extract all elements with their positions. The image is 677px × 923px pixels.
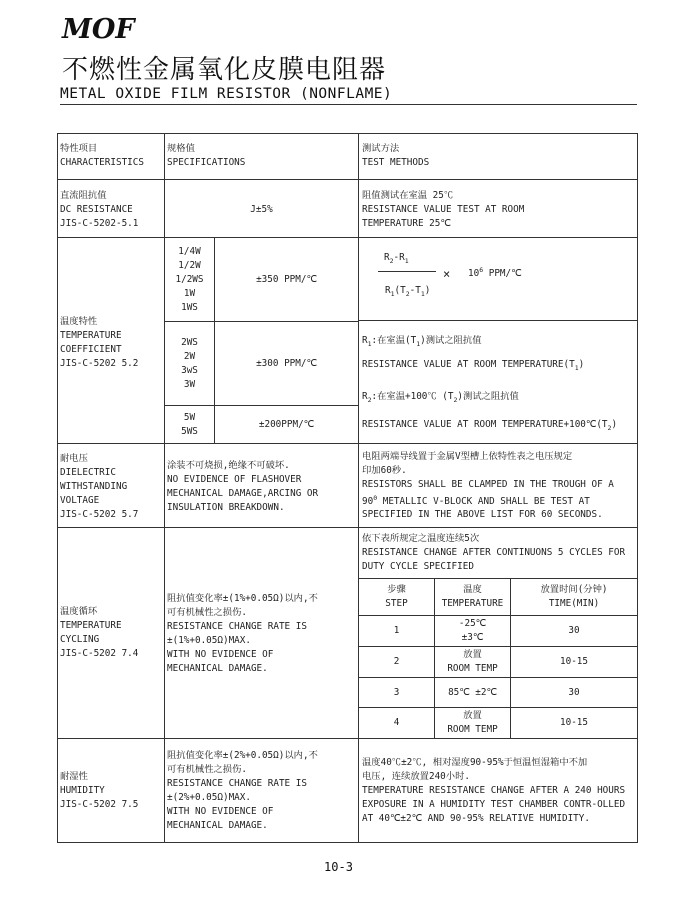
cy-time: 10-15 xyxy=(560,717,588,728)
header-characteristics-en: CHARACTERISTICS xyxy=(60,157,144,168)
tc-note-r2-cn: $R_2$:在室温+100℃ $(T_2)$测试之阻抗值 xyxy=(362,391,519,404)
dc-spec: J±5% xyxy=(250,204,273,215)
hu-spec-5: WITH NO EVIDENCE OF xyxy=(167,806,274,817)
hu-spec-6: MECHANICAL DAMAGE. xyxy=(167,820,268,831)
hu-test-4: EXPOSURE IN A HUMIDITY TEST CHAMBER CONTR-OLLED xyxy=(362,799,626,810)
dc-char-cn: 直流阻抗值 xyxy=(60,190,107,201)
cy-test-intro-1: 依下表所规定之温度连续5次 xyxy=(362,533,480,544)
header-test-methods-cn: 测试方法 xyxy=(362,143,400,154)
dw-spec-en-3: INSULATION BREAKDOWN. xyxy=(167,502,285,513)
dw-test-en-2: $90^0$ METALLIC V-BLOCK AND SHALL BE TEST AT xyxy=(362,494,590,508)
hu-test-1: 温度40℃±2℃, 相对湿度90-95%于恒温恒湿箱中不加 xyxy=(362,757,588,768)
formula-times: × xyxy=(443,267,451,281)
tc-char-cn: 温度特性 xyxy=(60,316,98,327)
hu-char-jis: JIS-C-5202 7.5 xyxy=(60,799,139,810)
dc-char-jis: JIS-C-5202-5.1 xyxy=(60,218,139,229)
tc-size: 3W xyxy=(183,379,196,390)
hu-test-2: 电压, 连续放置240小时. xyxy=(362,771,470,782)
hu-spec-4: ±(2%+0.05Ω)MAX. xyxy=(167,792,251,803)
cy-spec-2: 可有机械性之损伤. xyxy=(167,607,247,618)
cy-th-time-en: TIME(MIN) xyxy=(548,598,600,609)
cy-step: 2 xyxy=(393,656,400,667)
cy-test-intro-3: DUTY CYCLE SPECIFIED xyxy=(362,561,474,572)
cy-th-temp-en: TEMPERATURE xyxy=(441,598,504,609)
cy-time: 30 xyxy=(568,687,580,698)
cy-char-en-1: TEMPERATURE xyxy=(60,620,122,631)
formula-numerator: $R_2-R_1$ xyxy=(384,252,409,265)
cy-char-cn: 温度循环 xyxy=(60,606,98,617)
cy-step: 3 xyxy=(393,687,400,698)
tc-size: 3wS xyxy=(181,365,198,376)
dw-char-en-3: VOLTAGE xyxy=(60,495,100,506)
cy-th-step-cn: 步骤 xyxy=(387,584,406,595)
formula-denominator: $R_1(T_2-T_1)$ xyxy=(385,285,431,298)
cy-step: 1 xyxy=(393,625,400,636)
cy-spec-1: 阻抗值变化率±(1%+0.05Ω)以内,不 xyxy=(167,593,318,604)
title-chinese: 不燃性金属氧化皮膜电阻器 xyxy=(62,55,387,85)
tc-value-200: ±200PPM/℃ xyxy=(258,419,315,430)
hu-spec-1: 阻抗值变化率±(2%+0.05Ω)以内,不 xyxy=(167,750,318,761)
tc-size: 1/4W xyxy=(178,246,201,257)
formula-factor: $10^6$ PPM/℃ xyxy=(468,266,522,280)
dc-test-en-2: TEMPERATURE 25℃ xyxy=(362,218,451,229)
cy-time: 30 xyxy=(568,625,580,636)
tc-size: 5WS xyxy=(181,426,198,437)
cy-test-intro-2: RESISTANCE CHANGE AFTER CONTINUONS 5 CYCLES FOR xyxy=(362,547,626,558)
cy-spec-3: RESISTANCE CHANGE RATE IS xyxy=(167,621,307,632)
cy-th-temp-cn: 温度 xyxy=(463,584,482,595)
dw-char-en-1: DIELECTRIC xyxy=(60,467,116,478)
tc-value-300: ±300 PPM/℃ xyxy=(256,358,317,369)
cy-char-en-2: CYCLING xyxy=(60,634,100,645)
tc-size: 2WS xyxy=(181,337,198,348)
hu-char-en: HUMIDITY xyxy=(60,785,105,796)
cy-th-time-cn: 放置时间(分钟) xyxy=(540,584,608,595)
cy-temp: ROOM TEMP xyxy=(447,724,498,735)
tc-size: 2W xyxy=(183,351,196,362)
tc-note-r1-cn: $R_1$:在室温$(T_1)$测试之阻抗值 xyxy=(362,335,482,348)
tc-value-350: ±350 PPM/℃ xyxy=(256,274,317,285)
dw-test-cn-2: 印加60秒. xyxy=(362,465,407,476)
tc-size: 5W xyxy=(183,412,196,423)
hu-spec-3: RESISTANCE CHANGE RATE IS xyxy=(167,778,307,789)
cy-temp: 85℃ ±2℃ xyxy=(448,687,497,698)
tc-note-r1-en: RESISTANCE VALUE AT ROOM $TEMPERATURE(T_1)$ xyxy=(362,359,585,372)
tc-size: 1W xyxy=(183,288,196,299)
dw-test-en-1: RESISTORS SHALL BE CLAMPED IN THE TROUGH OF A xyxy=(362,479,614,490)
cy-th-step-en: STEP xyxy=(385,598,408,609)
hu-char-cn: 耐湿性 xyxy=(60,771,88,782)
cy-temp: ROOM TEMP xyxy=(447,663,498,674)
cy-char-jis: JIS-C-5202 7.4 xyxy=(60,648,139,659)
title-english: METAL OXIDE FILM RESISTOR (NONFLAME) xyxy=(60,86,393,102)
tc-note-r2-en: RESISTANCE VALUE AT ROOM $TEMPERATURE+100℃(T_2)$ xyxy=(362,419,618,432)
dc-test-en-1: RESISTANCE VALUE TEST AT ROOM xyxy=(362,204,525,215)
tc-size: 1WS xyxy=(181,302,198,313)
cy-temp: 放置 xyxy=(463,649,482,660)
tc-char-jis: JIS-C-5202 5.2 xyxy=(60,358,139,369)
tc-char-en-2: COEFFICIENT xyxy=(60,344,122,355)
header-test-methods-en: TEST METHODS xyxy=(362,157,430,168)
hu-spec-2: 可有机械性之损伤. xyxy=(167,764,247,775)
cy-spec-5: WITH NO EVIDENCE OF xyxy=(167,649,274,660)
cy-spec-4: ±(1%+0.05Ω)MAX. xyxy=(167,635,251,646)
header-specifications-cn: 规格值 xyxy=(167,143,195,154)
dw-char-cn: 耐电压 xyxy=(60,453,88,464)
tc-size: 1/2W xyxy=(178,260,201,271)
tc-size: 1/2WS xyxy=(175,274,204,285)
cy-temp: ±3℃ xyxy=(461,632,484,643)
dc-test-cn: 阻值测试在室温 25℃ xyxy=(362,190,454,201)
dw-test-cn-1: 电阻两端导线置于金属V型槽上依特性表之电压规定 xyxy=(362,451,573,462)
tc-char-en-1: TEMPERATURE xyxy=(60,330,122,341)
dw-char-jis: JIS-C-5202 5.7 xyxy=(60,509,139,520)
dw-char-en-2: WITHSTANDING xyxy=(60,481,128,492)
dc-char-en: DC RESISTANCE xyxy=(60,204,133,215)
dw-spec-en-1: NO EVIDENCE OF FLASHOVER xyxy=(167,474,302,485)
cy-spec-6: MECHANICAL DAMAGE. xyxy=(167,663,268,674)
cy-temp: 放置 xyxy=(463,710,482,721)
header-characteristics-cn: 特性项目 xyxy=(60,143,98,154)
cy-step: 4 xyxy=(393,717,400,728)
header-specifications-en: SPECIFICATIONS xyxy=(167,157,246,168)
dw-spec-cn: 涂装不可烧损,绝缘不可破坏. xyxy=(167,460,290,471)
hu-test-3: TEMPERATURE RESISTANCE CHANGE AFTER A 240 HOURS xyxy=(362,785,626,796)
cy-time: 10-15 xyxy=(560,656,588,667)
cy-temp: -25℃ xyxy=(458,618,487,629)
dw-test-en-3: SPECIFIED IN THE ABOVE LIST FOR 60 SECONDS. xyxy=(362,509,603,520)
dw-spec-en-2: MECHANICAL DAMAGE,ARCING OR xyxy=(167,488,319,499)
page-number: 10-3 xyxy=(324,860,353,874)
brand-mof: MOF xyxy=(62,14,135,45)
hu-test-5: AT 40℃±2℃ AND 90-95% RELATIVE HUMIDITY. xyxy=(362,813,590,824)
